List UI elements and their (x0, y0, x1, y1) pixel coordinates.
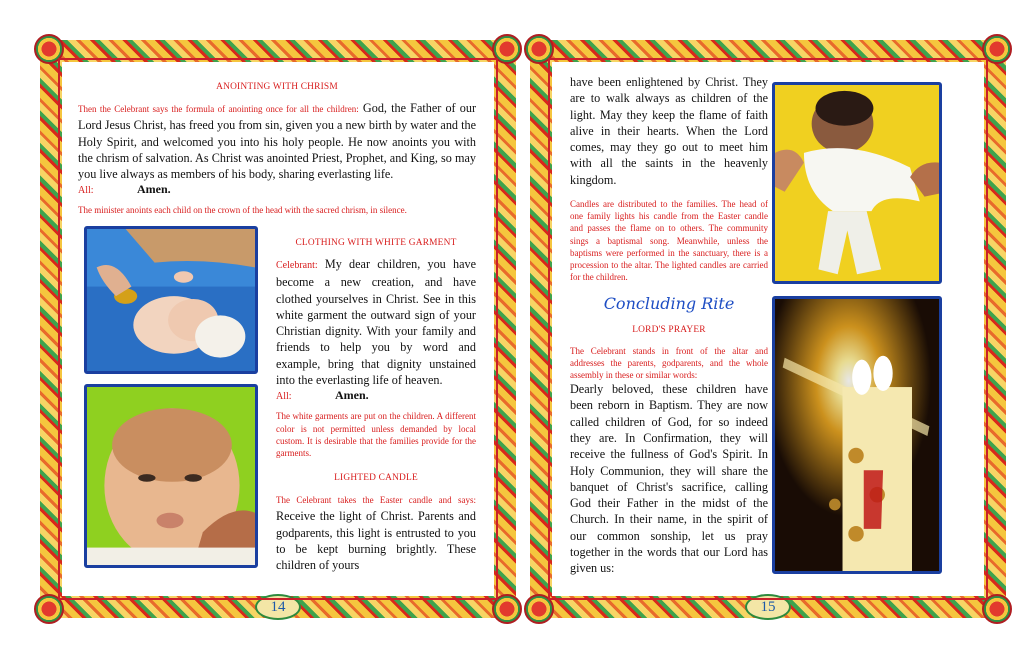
prayer-text: Receive the light of Christ. Parents and godparents, this light is entrusted to you to be kept burning brightly. These children of yours (276, 509, 476, 573)
section-heading: LORD'S PRAYER (632, 324, 706, 335)
white-garment-section (276, 238, 476, 574)
response-label: All: (78, 185, 94, 197)
rubric-note: The white garments are put on the children. A different color is not permitted unless demanded by local custom. It is desirable that the families provide for the garments. (276, 411, 476, 458)
continuation-text: have been enlightened by Christ. They are to walk always as children of the light. May they keep the flame of faith alive in their hearts. When the Lord comes, may they go out to meet him with all the saints in the heavenly kingdom. (570, 75, 768, 187)
right-text-column (570, 74, 768, 577)
white-garment-photo (772, 82, 942, 284)
rubric-note: Candles are distributed to the families. The head of one family lights his candle from the Easter candle and passes the flame on to others. The community sings a baptismal song. Meanwhile, unless the baptisms were performed in the sanctuary, there is a procession to the altar. The lighted candles are carried for the children. (570, 199, 768, 283)
response-row (78, 182, 476, 198)
section-heading: LIGHTED CANDLE (334, 473, 418, 484)
page-number: 15 (745, 594, 791, 620)
rubric-note: The minister anoints each child on the crown of the head with the sacred chrism, in silence. (78, 205, 407, 216)
rubric-intro: The Celebrant stands in front of the altar and addresses the parents, godparents, and the whole assembly in these or similar words: (570, 345, 768, 380)
anointing-prayer-block (78, 100, 476, 182)
response-amen: Amen. (137, 182, 171, 197)
anointing-photo (84, 226, 258, 374)
speaker-label: Celebrant: (276, 260, 318, 271)
rose-corner-ornament (524, 34, 554, 64)
rose-corner-ornament (34, 594, 64, 624)
prayer-text: God, the Father of our Lord Jesus Christ, has freed you from sin, given you a new birth by water and the Holy Spirit, and welcomed you into his holy people. He now anoints you with the chrism of salvation. As Christ was anointed Priest, Prophet, and King, so may you live always as members of his body, sharing everlasting life. (78, 101, 477, 182)
rose-corner-ornament (524, 594, 554, 624)
section-heading: CLOTHING WITH WHITE GARMENT (295, 238, 457, 248)
rubric-intro: The Celebrant takes the Easter candle and says: (276, 495, 476, 506)
page-number: 14 (255, 594, 301, 620)
rose-corner-ornament (492, 34, 522, 64)
prayer-text: Dearly beloved, these children have been reborn in Baptism. They are now called children of God, for so indeed they are. In Confirmation, they will receive the fullness of God's Spirit. In Holy Communion, they will share the banquet of Christ's sacrifice, calling God their Father in the midst of the Church. In their name, in the spirit of our common sonship, let us pray together in the words that our Lord has given us: (570, 382, 768, 576)
baby-photo (84, 384, 258, 568)
easter-candle-photo (772, 296, 942, 574)
response-label: All: (276, 391, 292, 403)
section-heading: ANOINTING WITH CHRISM (216, 82, 338, 92)
left-page (40, 40, 516, 618)
prayer-text: My dear children, you have become a new creation, and have clothed yourselves in Christ. See in this white garment the outward sign of your Christian dignity. With your family and friends to help you by word and example, bring that dignity unstained into the everlasting life of heaven. (276, 257, 476, 388)
right-page (530, 40, 1006, 618)
response-amen: Amen. (335, 388, 369, 403)
rubric-intro: Then the Celebrant says the formula of anointing once for all the children: (78, 104, 359, 114)
rose-corner-ornament (34, 34, 64, 64)
response-row (276, 388, 476, 404)
garment-prayer-block (276, 256, 476, 388)
concluding-rite-heading: Concluding Rite (603, 293, 735, 313)
rose-corner-ornament (492, 594, 522, 624)
candle-prayer-block (276, 491, 476, 573)
anointing-section (78, 82, 476, 217)
rose-corner-ornament (982, 34, 1012, 64)
rose-corner-ornament (982, 594, 1012, 624)
